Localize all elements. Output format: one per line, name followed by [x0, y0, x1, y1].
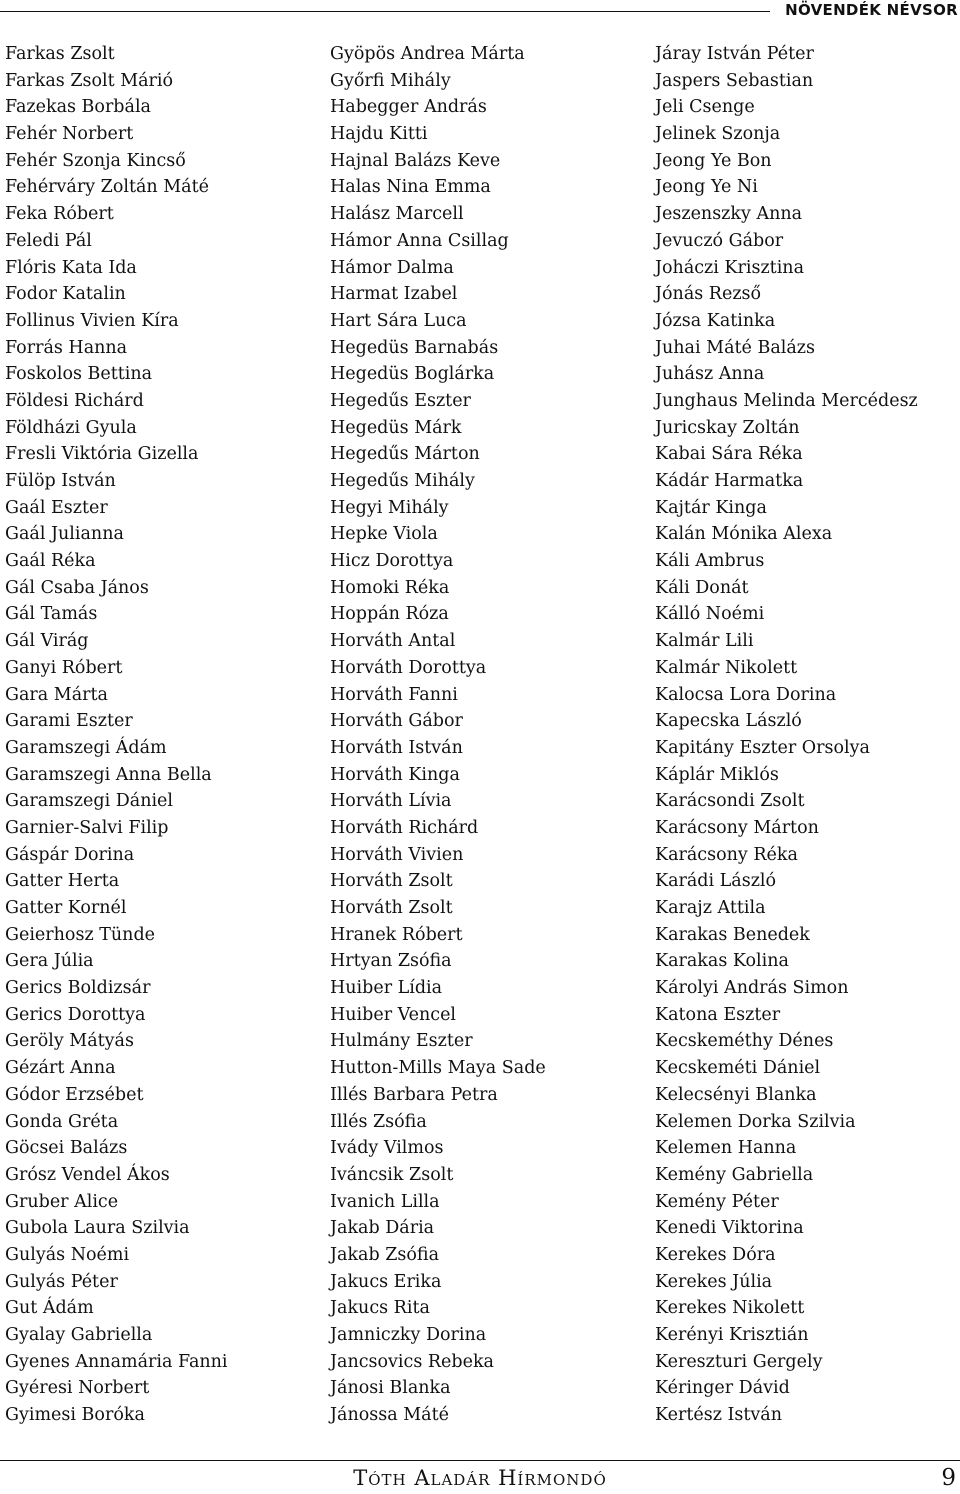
name-entry: Kerekes Dóra: [655, 1244, 776, 1265]
name-entry: Jancsovics Rebeka: [330, 1351, 494, 1372]
name-entry: Karácsondi Zsolt: [655, 791, 805, 812]
name-entry: Gatter Herta: [5, 871, 120, 892]
name-entry: Horváth Gábor: [330, 711, 463, 732]
name-entry: Joháczi Krisztina: [655, 257, 805, 278]
name-entry: Hranek Róbert: [330, 924, 463, 945]
name-entry: Illés Barbara Petra: [330, 1084, 498, 1105]
name-entry: Jaspers Sebastian: [655, 70, 814, 91]
name-entry: Jánosi Blanka: [330, 1378, 451, 1399]
name-entry: Kereszturi Gergely: [655, 1351, 823, 1372]
name-entry: Gruber Alice: [5, 1191, 119, 1212]
name-entry: Hegedűs Mihály: [330, 471, 475, 491]
name-entry: Horváth Lívia: [330, 791, 452, 812]
name-entry: Ivády Vilmos: [330, 1138, 444, 1159]
name-entry: Kapecska László: [655, 711, 802, 732]
name-entry: Gyalay Gabriella: [5, 1325, 153, 1345]
name-entry: Karakas Benedek: [655, 924, 810, 945]
name-entry: Horváth Zsolt: [330, 898, 453, 918]
name-entry: Horváth István: [330, 737, 463, 758]
name-entry: Gódor Erzsébet: [5, 1084, 144, 1105]
name-entry: Kalmár Nikolett: [655, 657, 798, 678]
name-entry: Kerekes Nikolett: [655, 1298, 805, 1319]
name-entry: Geröly Mátyás: [5, 1031, 134, 1052]
name-entry: Jeli Csenge: [655, 97, 755, 118]
name-entry: Hegedüs Barnabás: [330, 337, 499, 358]
name-entry: Forrás Hanna: [5, 337, 128, 358]
name-entry: Harmat Izabel: [330, 284, 458, 305]
name-entry: Jakucs Rita: [330, 1298, 430, 1319]
name-entry: Göcsei Balázs: [5, 1138, 128, 1159]
name-entry: Ganyi Róbert: [5, 657, 123, 678]
name-entry: Gara Márta: [5, 684, 108, 705]
name-entry: Juricskay Zoltán: [655, 417, 800, 438]
name-entry: Junghaus Melinda Mercédesz: [655, 390, 918, 411]
name-entry: Feka Róbert: [5, 204, 114, 225]
name-entry: Kéringer Dávid: [655, 1378, 790, 1399]
name-entry: Fehér Szonja Kincső: [5, 150, 186, 171]
name-entry: Kelemen Dorka Szilvia: [655, 1111, 856, 1132]
name-entry: Gyimesi Boróka: [5, 1405, 145, 1426]
page-number: 9: [941, 1465, 956, 1491]
footer-rule: [0, 1460, 960, 1461]
name-entry: Járay István Péter: [655, 44, 814, 64]
name-entry: Hegedüs Boglárka: [330, 364, 495, 385]
name-entry: Garamszegi Anna Bella: [5, 764, 212, 785]
name-entry: Illés Zsófia: [330, 1111, 427, 1132]
name-entry: Gaál Julianna: [5, 524, 124, 545]
name-entry: Józsa Katinka: [655, 310, 776, 331]
name-entry: Jeszenszky Anna: [655, 204, 803, 225]
name-entry: Horváth Fanni: [330, 684, 458, 705]
name-entry: Jeong Ye Bon: [655, 150, 772, 171]
name-entry: Gyéresi Norbert: [5, 1378, 150, 1399]
name-entry: Hajnal Balázs Keve: [330, 150, 501, 171]
name-entry: Juhai Máté Balázs: [655, 337, 815, 358]
name-entry: Károlyi András Simon: [655, 978, 849, 999]
name-entry: Kapitány Eszter Orsolya: [655, 737, 870, 758]
name-entry: Hegedüs Márk: [330, 417, 462, 438]
name-entry: Kecskeméthy Dénes: [655, 1031, 834, 1052]
name-entry: Fazekas Borbála: [5, 97, 151, 118]
name-entry: Iváncsik Zsolt: [330, 1164, 454, 1185]
name-entry: Jamniczky Dorina: [330, 1325, 487, 1345]
name-entry: Ivanich Lilla: [330, 1191, 440, 1212]
name-entry: Jevuczó Gábor: [655, 230, 784, 251]
name-entry: Gyenes Annamária Fanni: [5, 1351, 228, 1372]
name-entry: Fodor Katalin: [5, 284, 126, 305]
name-entry: Habegger András: [330, 97, 487, 118]
name-entry: Földesi Richárd: [5, 390, 144, 411]
name-column-2: [330, 41, 546, 1429]
name-entry: Hart Sára Luca: [330, 310, 467, 331]
name-entry: Győrfi Mihály: [330, 70, 451, 91]
publication-title: Tóth Aladár Hírmondó: [353, 1466, 607, 1490]
name-entry: Fehérváry Zoltán Máté: [5, 177, 210, 198]
name-entry: Kabai Sára Réka: [655, 444, 803, 465]
name-entry: Grósz Vendel Ákos: [5, 1164, 170, 1185]
name-entry: Gulyás Péter: [5, 1271, 118, 1292]
name-entry: Kalán Mónika Alexa: [655, 524, 833, 545]
name-entry: Gyöpös Andrea Márta: [330, 44, 525, 64]
name-entry: Jakab Dária: [330, 1218, 435, 1239]
name-entry: Karakas Kolina: [655, 951, 789, 972]
name-entry: Jakab Zsófia: [330, 1244, 440, 1265]
name-entry: Gáspár Dorina: [5, 844, 135, 865]
name-entry: Gut Ádám: [5, 1298, 94, 1319]
name-entry: Jelinek Szonja: [655, 124, 781, 145]
name-entry: Káli Ambrus: [655, 551, 765, 572]
name-entry: Gaál Réka: [5, 551, 96, 572]
name-entry: Halász Marcell: [330, 204, 464, 225]
name-entry: Horváth Zsolt: [330, 871, 453, 892]
name-entry: Farkas Zsolt Márió: [5, 70, 174, 91]
name-entry: Homoki Réka: [330, 577, 450, 598]
name-entry: Kemény Gabriella: [655, 1164, 814, 1185]
name-entry: Hepke Viola: [330, 524, 438, 545]
name-entry: Káplár Miklós: [655, 764, 779, 785]
header-rule: [0, 11, 770, 12]
name-entry: Hoppán Róza: [330, 604, 449, 625]
name-entry: Huiber Vencel: [330, 1004, 457, 1025]
name-entry: Hrtyan Zsófia: [330, 951, 452, 972]
name-entry: Gubola Laura Szilvia: [5, 1218, 190, 1239]
name-entry: Follinus Vivien Kíra: [5, 310, 179, 331]
name-entry: Gaál Eszter: [5, 497, 108, 518]
name-entry: Katona Eszter: [655, 1004, 781, 1025]
name-entry: Hajdu Kitti: [330, 124, 428, 145]
name-entry: Karácsony Réka: [655, 844, 798, 865]
name-entry: Horváth Kinga: [330, 764, 460, 785]
name-entry: Karajz Attila: [655, 898, 766, 918]
name-entry: Fresli Viktória Gizella: [5, 444, 199, 465]
name-entry: Karácsony Márton: [655, 817, 819, 838]
name-entry: Gonda Gréta: [5, 1111, 119, 1132]
name-entry: Jeong Ye Ni: [655, 177, 758, 198]
name-entry: Horváth Vivien: [330, 844, 464, 865]
name-entry: Jónás Rezső: [655, 284, 762, 305]
name-entry: Gál Csaba János: [5, 577, 149, 598]
name-entry: Hulmány Eszter: [330, 1031, 473, 1052]
name-column-3: [655, 41, 918, 1429]
name-entry: Garamszegi Ádám: [5, 737, 167, 758]
name-entry: Kenedi Viktorina: [655, 1218, 804, 1239]
name-entry: Gerics Boldizsár: [5, 978, 151, 999]
name-entry: Kalmár Lili: [655, 631, 754, 652]
name-entry: Jánossa Máté: [330, 1405, 449, 1426]
name-entry: Garami Eszter: [5, 711, 133, 732]
name-entry: Kerekes Júlia: [655, 1271, 773, 1292]
name-entry: Fehér Norbert: [5, 124, 134, 145]
name-entry: Kalocsa Lora Dorina: [655, 684, 837, 705]
name-entry: Kálló Noémi: [655, 604, 765, 625]
name-entry: Jakucs Erika: [330, 1271, 442, 1292]
name-entry: Hicz Dorottya: [330, 551, 454, 572]
name-entry: Kelecsényi Blanka: [655, 1084, 817, 1105]
name-entry: Halas Nina Emma: [330, 177, 491, 198]
name-entry: Geierhosz Tünde: [5, 924, 155, 945]
name-entry: Feledi Pál: [5, 230, 92, 251]
name-column-1: [5, 41, 228, 1429]
name-entry: Hámor Anna Csillag: [330, 230, 509, 251]
name-entry: Kecskeméti Dániel: [655, 1058, 821, 1079]
name-entry: Horváth Antal: [330, 631, 456, 652]
name-entry: Foskolos Bettina: [5, 364, 153, 385]
name-entry: Farkas Zsolt: [5, 44, 115, 64]
name-entry: Kajtár Kinga: [655, 497, 767, 518]
section-title: NÖVENDÉK NÉVSOR: [785, 1, 958, 19]
name-entry: Gerics Dorottya: [5, 1004, 146, 1025]
name-entry: Garamszegi Dániel: [5, 791, 174, 812]
name-entry: Gál Tamás: [5, 604, 98, 625]
name-entry: Kertész István: [655, 1405, 782, 1426]
name-entry: Garnier-Salvi Filip: [5, 817, 169, 838]
name-entry: Hegedűs Eszter: [330, 390, 471, 411]
name-entry: Kádár Harmatka: [655, 471, 804, 491]
name-entry: Földházi Gyula: [5, 417, 137, 438]
name-entry: Hegyi Mihály: [330, 497, 449, 518]
name-entry: Fülöp István: [5, 471, 116, 491]
name-entry: Huiber Lídia: [330, 978, 443, 999]
name-entry: Hámor Dalma: [330, 257, 454, 278]
name-entry: Hegedűs Márton: [330, 444, 480, 465]
name-entry: Juhász Anna: [655, 364, 765, 385]
name-entry: Káli Donát: [655, 577, 749, 598]
name-entry: Gulyás Noémi: [5, 1244, 130, 1265]
name-entry: Gera Júlia: [5, 951, 94, 972]
name-entry: Kemény Péter: [655, 1191, 779, 1212]
name-entry: Gézárt Anna: [5, 1058, 116, 1079]
name-entry: Karádi László: [655, 871, 777, 892]
name-entry: Kerényi Krisztián: [655, 1325, 809, 1345]
name-entry: Hutton-Mills Maya Sade: [330, 1058, 546, 1079]
name-entry: Gál Virág: [5, 631, 89, 652]
name-entry: Kelemen Hanna: [655, 1138, 797, 1159]
name-entry: Flóris Kata Ida: [5, 257, 137, 278]
name-entry: Gatter Kornél: [5, 898, 127, 918]
name-entry: Horváth Richárd: [330, 817, 479, 838]
name-entry: Horváth Dorottya: [330, 657, 487, 678]
